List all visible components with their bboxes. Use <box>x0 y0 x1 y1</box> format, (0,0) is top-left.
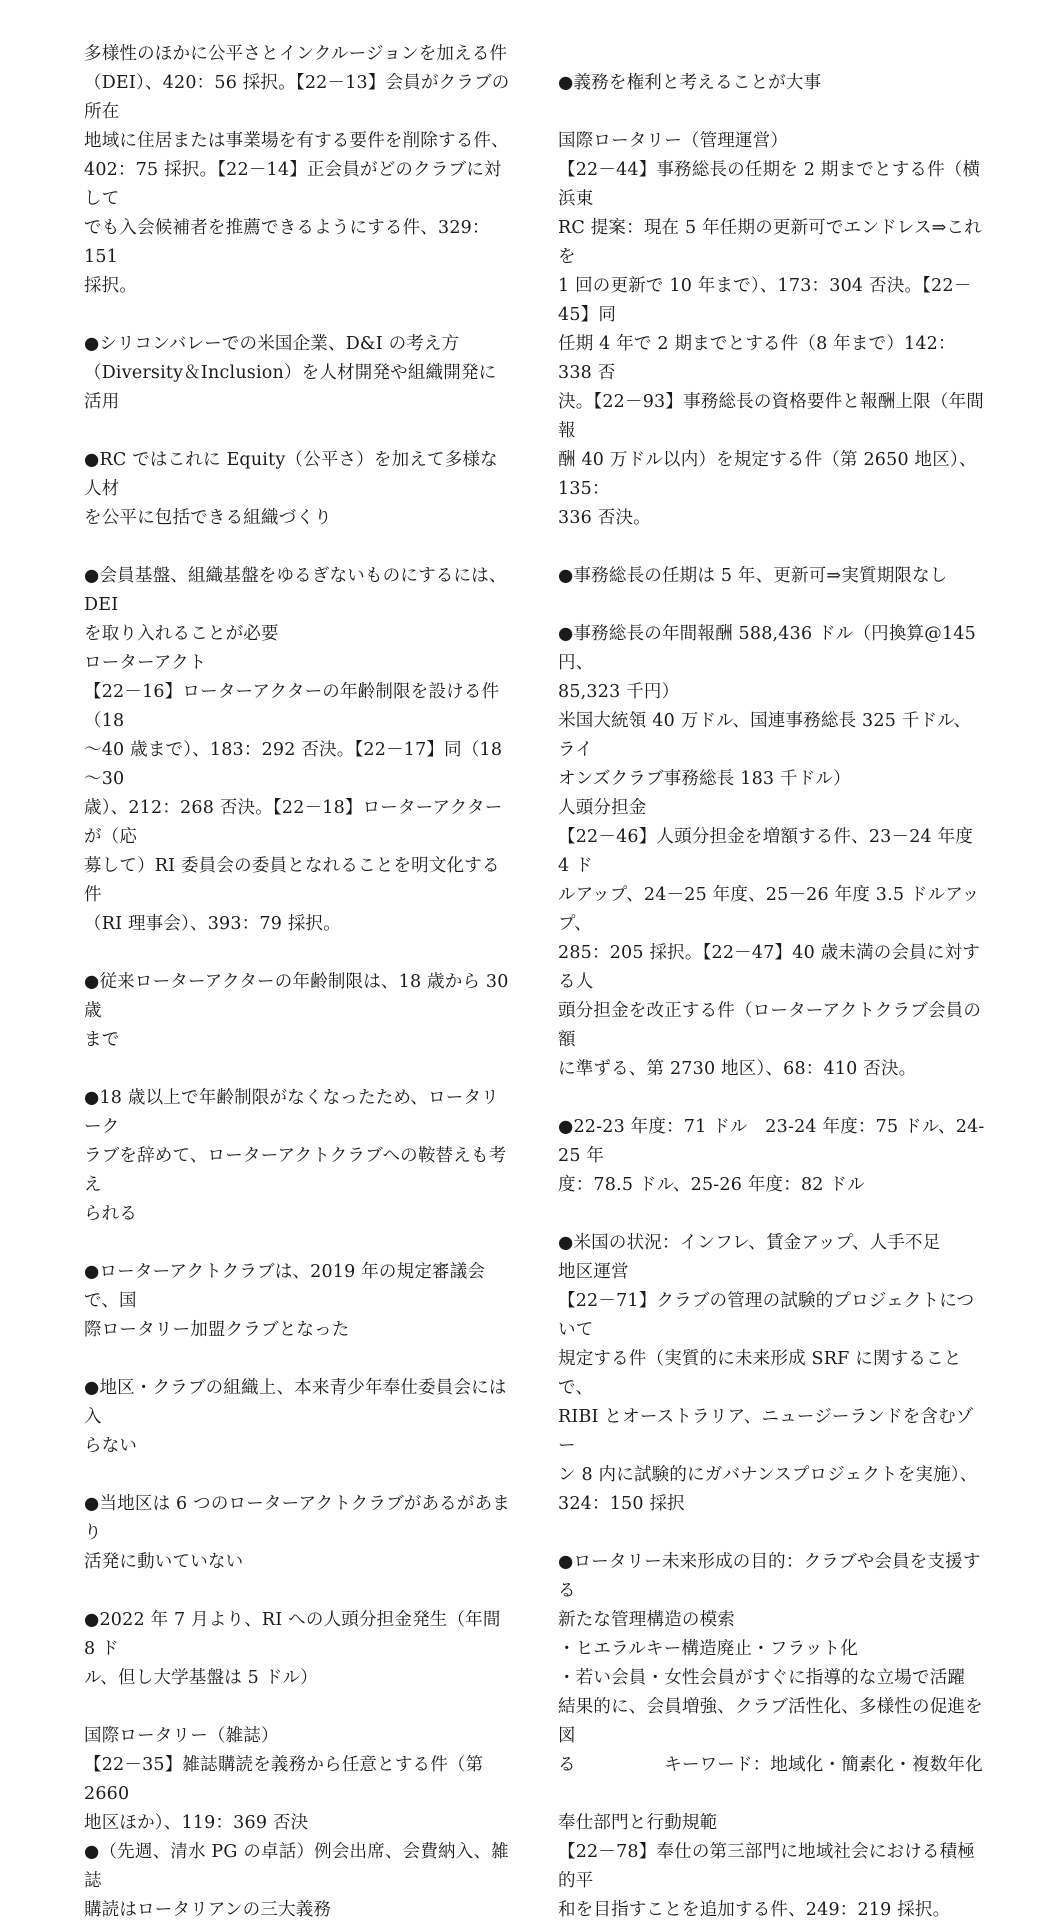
left-text-line: 地区ほか）、119：369 否決 <box>84 1813 309 1833</box>
left-column <box>84 40 515 1925</box>
left-text-line: 地域に住居または事業場を有する要件を削除する件、 <box>84 131 509 151</box>
paragraph-gap <box>84 1693 512 1722</box>
right-text-line: 結果的に、会員増強、クラブ活性化、多様性の促進を図 <box>558 1697 983 1746</box>
right-text-line: ・ヒエラルキー構造廃止・フラット化 <box>558 1639 859 1659</box>
left-text-line: 国際ロータリー（雑誌） <box>84 1726 279 1746</box>
left-text-line: ～40 歳まで）、183：292 否決。【22－17】同（18～30 <box>84 740 503 789</box>
paragraph-gap <box>558 591 988 620</box>
right-text-line: 規定する件（実質的に未来形成 SRF に関することで、 <box>558 1349 962 1398</box>
left-text-line: ●会員基盤、組織基盤をゆるぎないものにするには、DEI <box>84 566 507 615</box>
right-text-line: 新たな管理構造の模索 <box>558 1610 735 1630</box>
left-text-line: を取り入れることが必要 <box>84 624 279 644</box>
left-text-line: らない <box>84 1436 138 1456</box>
left-text-line: ●（先週、清水 PG の卓話）例会出席、会費納入、雑誌 <box>84 1842 509 1891</box>
paragraph-gap <box>558 1200 988 1229</box>
left-text-line: まで <box>84 1030 120 1050</box>
right-text-line: RIBI とオーストラリア、ニュージーランドを含むゾー <box>558 1407 974 1456</box>
paragraph-gap <box>84 939 512 968</box>
left-text-line: ●ローターアクトクラブは、2019 年の規定審議会で、国 <box>84 1262 486 1311</box>
right-text-line: 和を目指すことを追加する件、249：219 採択。 <box>558 1900 951 1920</box>
left-text-line: 【22－35】雑誌購読を義務から任意とする件（第 2660 <box>84 1755 490 1804</box>
right-text-line: 324：150 採択 <box>558 1494 685 1514</box>
paragraph-gap <box>84 301 512 330</box>
right-text-line: 【22－44】事務総長の任期を 2 期までとする件（横浜東 <box>558 160 981 209</box>
paragraph-gap <box>558 40 988 69</box>
paragraph-gap <box>558 98 988 127</box>
right-text-line: 決。【22－93】事務総長の資格要件と報酬上限（年間報 <box>558 392 984 441</box>
right-text-line: 1 回の更新で 10 年まで）、173：304 否決。【22－45】同 <box>558 276 972 325</box>
paragraph-gap <box>558 1519 988 1548</box>
paragraph-gap <box>84 1345 512 1374</box>
left-text-line: 際ロータリー加盟クラブとなった <box>84 1320 350 1340</box>
left-text-line: 募して）RI 委員会の委員となれることを明文化する件 <box>84 856 500 905</box>
left-text-line: 歳）、212：268 否決。【22－18】ローターアクターが（応 <box>84 798 503 847</box>
left-text-line: 多様性のほかに公平さとインクルージョンを加える件 <box>84 44 508 64</box>
right-text-line: 頭分担金を改正する件（ローターアクトクラブ会員の額 <box>558 1001 982 1050</box>
right-text-line: 任期 4 年で 2 期までとする件（8 年まで）142：338 否 <box>558 334 956 383</box>
paragraph-gap <box>84 1055 512 1084</box>
left-text-line: ●地区・クラブの組織上、本来青少年奉仕委員会には入 <box>84 1378 507 1427</box>
left-text-line: られる <box>84 1204 138 1224</box>
left-text-line: ●2022 年 7 月より、RI への人頭分担金発生（年間 8 ド <box>84 1610 507 1659</box>
right-text-line: 【22－71】クラブの管理の試験的プロジェクトについて <box>558 1291 975 1340</box>
paragraph-gap <box>558 1780 988 1809</box>
right-text-line: ●22-23 年度：71 ドル 23-24 年度：75 ドル、24-25 年 <box>558 1117 985 1166</box>
right-text-line: オンズクラブ事務総長 183 千ドル） <box>558 769 851 789</box>
right-text-line: ●事務総長の年間報酬 588,436 ドル（円換算@145 円、 <box>558 624 982 673</box>
paragraph-gap <box>84 533 512 562</box>
paragraph-gap <box>558 533 988 562</box>
right-text-line: ●ロータリー未来形成の目的：クラブや会員を支援する <box>558 1552 981 1601</box>
right-column <box>558 40 988 1925</box>
paragraph-gap <box>558 1084 988 1113</box>
left-text-line: 402：75 採択。【22－14】正会員がどのクラブに対して <box>84 160 502 209</box>
left-text-line: ローターアクト <box>84 653 207 673</box>
right-text-line: 285：205 採択。【22－47】40 歳未満の会員に対する人 <box>558 943 980 992</box>
left-text-line: 【22－16】ローターアクターの年齢制限を設ける件（18 <box>84 682 500 731</box>
paragraph-gap <box>84 1461 512 1490</box>
right-text-line: 度：78.5 ドル、25-26 年度：82 ドル <box>558 1175 865 1195</box>
left-text-line: 購読はロータリアンの三大義務 <box>84 1900 332 1920</box>
left-text-line: 活発に動いていない <box>84 1552 244 1572</box>
left-text-line: ラブを辞めて、ローターアクトクラブへの鞍替えも考え <box>84 1146 507 1195</box>
left-text-line: 採択。 <box>84 276 138 296</box>
left-text-line: ●RC ではこれに Equity（公平さ）を加えて多様な人材 <box>84 450 498 499</box>
paragraph-gap <box>84 1229 512 1258</box>
left-text-line: （Diversity＆Inclusion）を人材開発や組織開発に活用 <box>84 363 497 412</box>
right-text-line: る キーワード：地域化・簡素化・複数年化 <box>558 1755 983 1775</box>
right-text-line: 【22－78】奉仕の第三部門に地域社会における積極的平 <box>558 1842 976 1891</box>
left-text-line: ル、但し大学基盤は 5 ドル） <box>84 1668 318 1688</box>
right-text-line: 【22－46】人頭分担金を増額する件、23－24 年度 4 ド <box>558 827 979 876</box>
left-text-line: ●シリコンバレーでの米国企業、D&I の考え方 <box>84 334 460 354</box>
right-text-line: ・若い会員・女性会員がすぐに指導的な立場で活躍 <box>558 1668 966 1688</box>
left-text-line: を公平に包括できる組織づくり <box>84 508 332 528</box>
left-text-line: でも入会候補者を推薦できるようにする件、329：151 <box>84 218 490 267</box>
right-text-line: ルアップ、24－25 年度、25－26 年度 3.5 ドルアップ、 <box>558 885 980 934</box>
right-text-line: に準ずる、第 2730 地区）、68：410 否決。 <box>558 1059 917 1079</box>
right-text-line: 地区運営 <box>558 1262 629 1282</box>
right-text-line: 米国大統領 40 万ドル、国連事務総長 325 千ドル、ライ <box>558 711 972 760</box>
right-text-line: RC 提案：現在 5 年任期の更新可でエンドレス⇒これを <box>558 218 982 267</box>
right-text-line: ン 8 内に試験的にガバナンスプロジェクトを実施）、 <box>558 1465 978 1485</box>
right-text-line: ●米国の状況：インフレ、賃金アップ、人手不足 <box>558 1233 941 1253</box>
right-text-line: 336 否決。 <box>558 508 651 528</box>
right-text-line: 酬 40 万ドル以内）を規定する件（第 2650 地区）、135： <box>558 450 977 499</box>
left-text-line: ●従来ローターアクターの年齢制限は、18 歳から 30 歳 <box>84 972 515 1021</box>
right-text-line: 奉仕部門と行動規範 <box>558 1813 718 1833</box>
left-text-line: （RI 理事会）、393：79 採択。 <box>84 914 341 934</box>
right-text-line: 85,323 千円） <box>558 682 680 702</box>
paragraph-gap <box>84 1577 512 1606</box>
paragraph-gap <box>84 417 512 446</box>
left-text-line: ●当地区は 6 つのローターアクトクラブがあるがあまり <box>84 1494 510 1543</box>
right-text-line: 国際ロータリー（管理運営） <box>558 131 789 151</box>
left-text-line: ●18 歳以上で年齢制限がなくなったため、ロータリーク <box>84 1088 499 1137</box>
right-text-line: ●義務を権利と考えることが大事 <box>558 73 822 93</box>
right-text-line: ●事務総長の任期は 5 年、更新可⇒実質期限なし <box>558 566 948 586</box>
left-text-line: （DEI）、420：56 採択。【22－13】会員がクラブの所在 <box>84 73 510 122</box>
right-text-line: 人頭分担金 <box>558 798 647 818</box>
